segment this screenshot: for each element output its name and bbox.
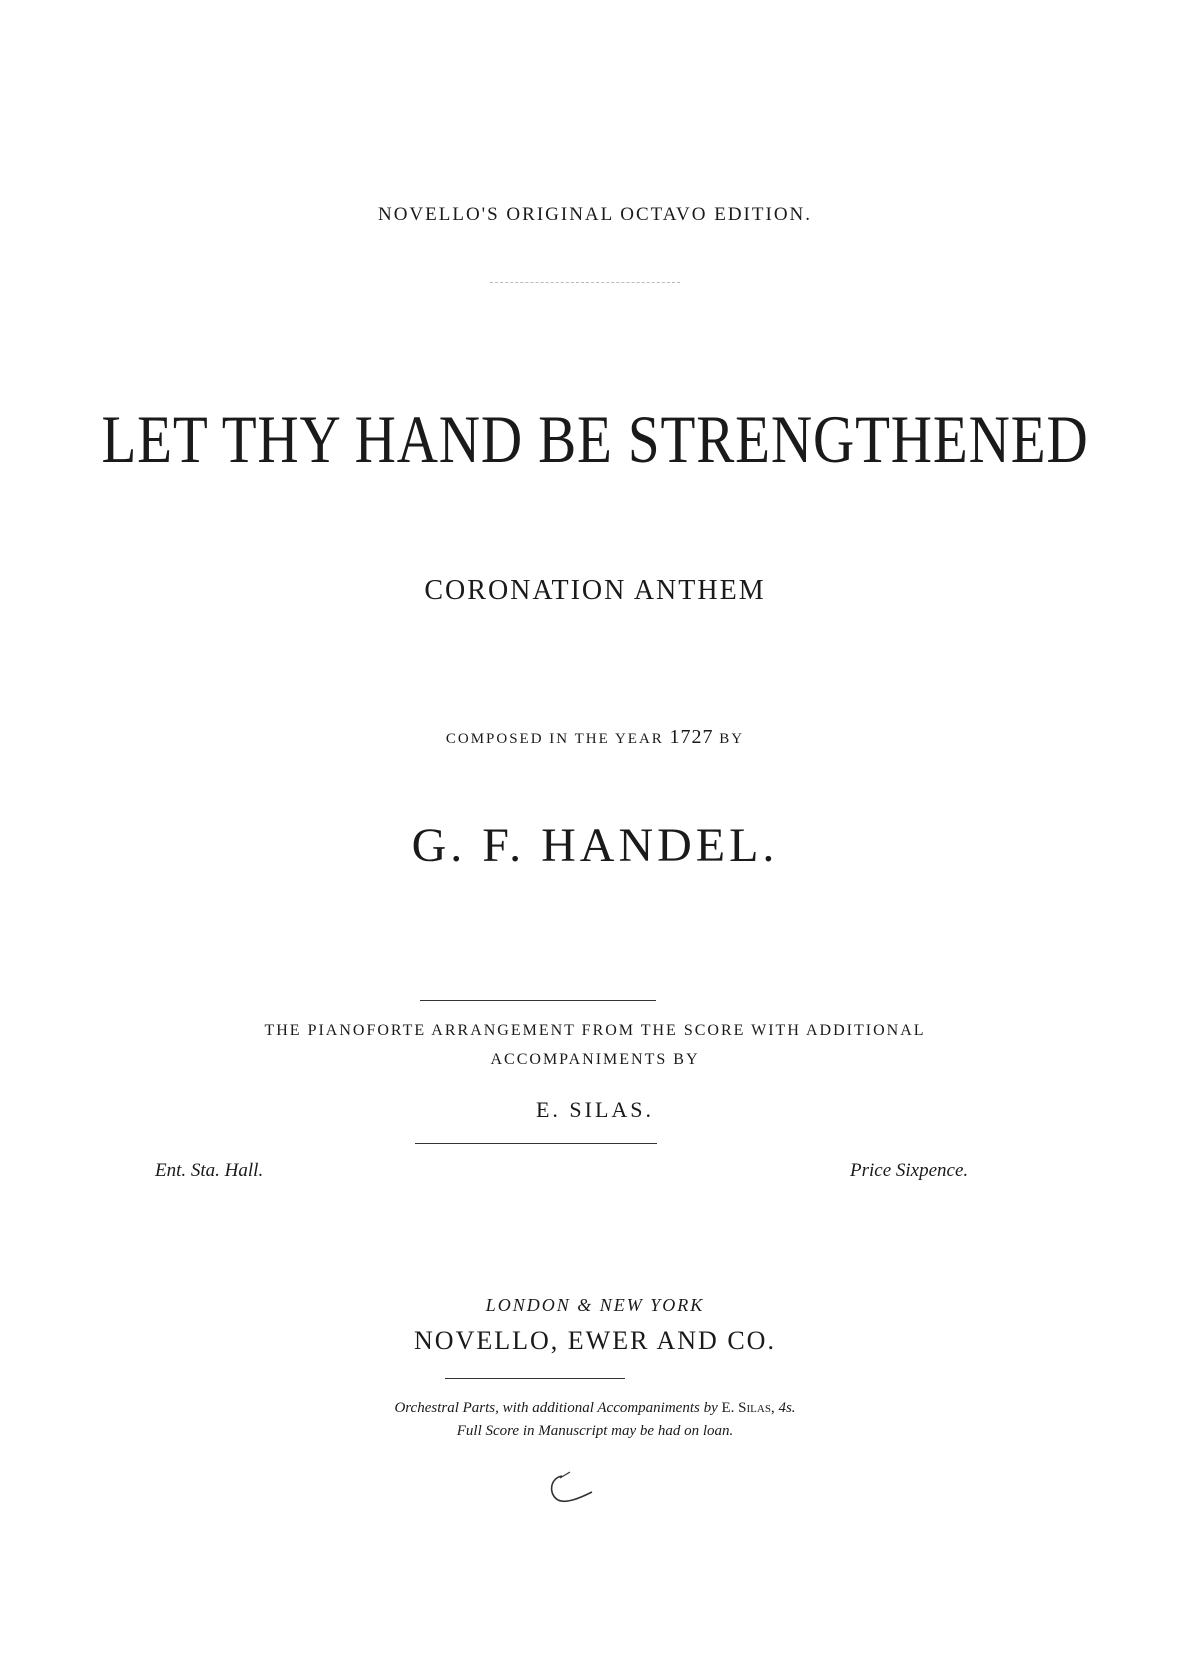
divider-rule-top <box>420 1000 656 1001</box>
imprint-place: LONDON & NEW YORK <box>485 1295 705 1315</box>
orchestral-parts-note <box>0 1400 1190 1417</box>
arrangement-line-2: ACCOMPANIMENTS BY <box>490 1051 700 1068</box>
divider-rule-imprint <box>445 1378 625 1379</box>
orchestral-parts-price: 4s. <box>778 1400 796 1416</box>
orchestral-parts-text: Orchestral Parts, with additional Accompaniments by <box>394 1400 718 1416</box>
registration-note: Ent. Sta. Hall. <box>155 1160 264 1181</box>
full-score-note: Full Score in Manuscript may be had on loan. <box>456 1423 734 1439</box>
price-note: Price Sixpence. <box>850 1160 969 1181</box>
divider-rule-bottom <box>415 1143 657 1144</box>
ornamental-divider <box>490 282 680 283</box>
arranger-name: E. SILAS. <box>535 1097 655 1122</box>
composer-name: G. F. HANDEL. <box>411 819 779 872</box>
composed-prefix: COMPOSED IN THE YEAR <box>445 731 664 747</box>
subtitle: CORONATION ANTHEM <box>424 575 766 606</box>
orchestral-parts-arranger: E. Silas, <box>721 1400 775 1416</box>
composition-line <box>0 726 1190 749</box>
composed-year: 1727 <box>669 726 714 748</box>
imprint-publisher: NOVELLO, EWER AND CO. <box>414 1326 776 1355</box>
series-heading: NOVELLO'S ORIGINAL OCTAVO EDITION. <box>377 204 813 225</box>
page-title: LET THY HAND BE STRENGTHENED <box>101 401 1089 477</box>
composed-suffix: BY <box>719 731 745 747</box>
arrangement-line-1: THE PIANOFORTE ARRANGEMENT FROM THE SCORE WITH ADDITIONAL <box>264 1022 926 1039</box>
catalogue-mark-icon <box>540 1470 600 1510</box>
